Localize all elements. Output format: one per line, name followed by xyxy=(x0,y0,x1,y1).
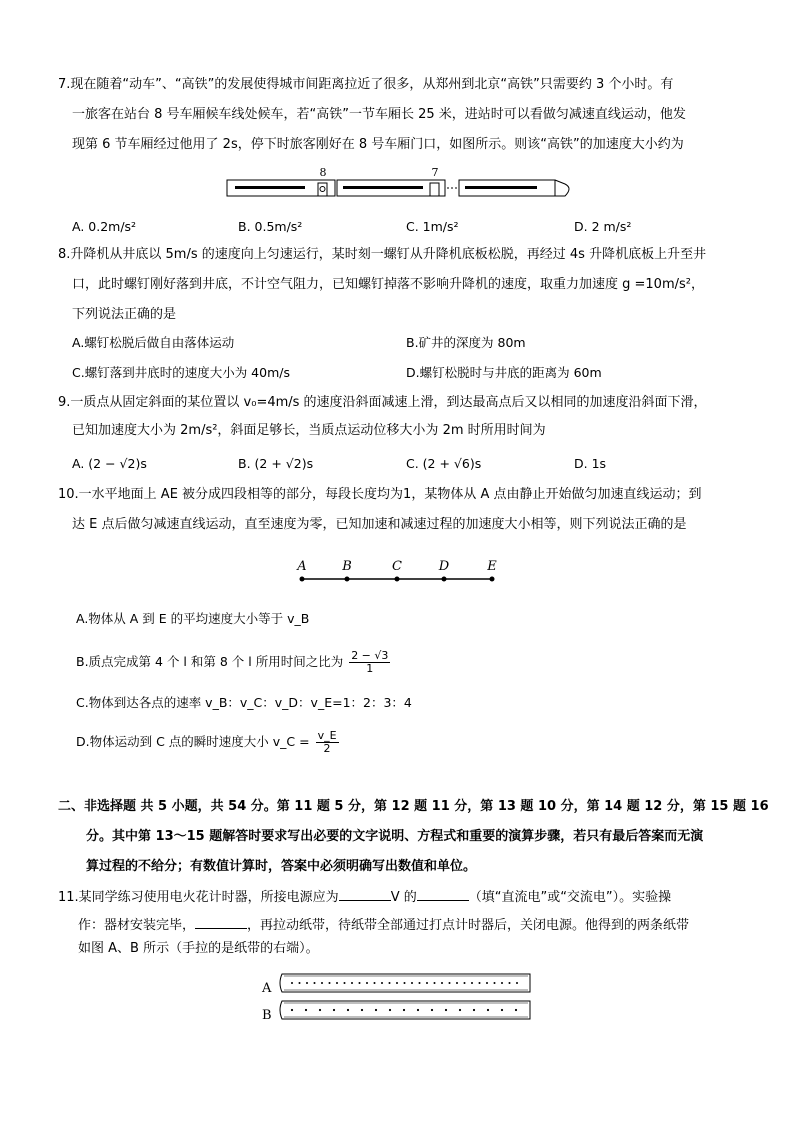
q10-option-a[interactable]: A.物体从 A 到 E 的平均速度大小等于 v_B xyxy=(76,611,310,626)
train-figure xyxy=(225,164,575,204)
tape-a-dot xyxy=(449,982,451,984)
tape-a-dot xyxy=(389,982,391,984)
q7-option-c[interactable]: C. 1m/s² xyxy=(406,219,459,234)
tape-a-dot xyxy=(366,982,368,984)
q8-line-3: 下列说法正确的是 xyxy=(72,307,177,322)
tape-a-dot xyxy=(441,982,443,984)
tape-b-dot xyxy=(431,1009,433,1011)
tape-a-dot xyxy=(464,982,466,984)
tape-a-dot xyxy=(344,982,346,984)
tape-a-dot xyxy=(299,982,301,984)
tape-b-dot xyxy=(361,1009,363,1011)
tape-a-dot xyxy=(336,982,338,984)
point-label-c: C xyxy=(392,559,402,574)
section2-line-3: 算过程的不给分；有数值计算时，答案中必须明确写出数值和单位。 xyxy=(86,859,477,874)
point-label-e: E xyxy=(487,559,497,574)
tape-a-dot xyxy=(404,982,406,984)
tape-b-dot xyxy=(459,1009,461,1011)
tape-a-dot xyxy=(471,982,473,984)
tape-label-b: B xyxy=(262,1008,272,1023)
tape-a-dot xyxy=(321,982,323,984)
q7-line-2: 一旅客在站台 8 号车厢候车线处候车，若“高铁”一节车厢长 25 米，进站时可以看做匀减速直线运动，他发 xyxy=(72,107,686,122)
tape-a-dot xyxy=(434,982,436,984)
point-label-b: B xyxy=(342,559,352,574)
tape-b-dot xyxy=(347,1009,349,1011)
tape-b-dot xyxy=(417,1009,419,1011)
q11-line-2 xyxy=(78,914,689,935)
q10-option-b-numerator: 2 − √3 xyxy=(351,649,389,662)
q11-current-type-blank[interactable] xyxy=(417,886,469,901)
q9-option-c[interactable]: C. (2 + √6)s xyxy=(406,456,482,471)
tape-b-dot xyxy=(305,1009,307,1011)
tape-a-dot xyxy=(426,982,428,984)
q11-line-1-c: （填“直流电”或“交流电”）。实验操 xyxy=(468,890,672,905)
tape-b-dot xyxy=(333,1009,335,1011)
q11-voltage-blank[interactable] xyxy=(339,886,391,901)
q10-option-b-text: B.质点完成第 4 个 l 和第 8 个 l 所用时间之比为 xyxy=(76,654,344,669)
tape-b-dot xyxy=(515,1009,517,1011)
q7-option-b[interactable]: B. 0.5m/s² xyxy=(238,219,303,234)
tape-a-dot xyxy=(381,982,383,984)
q10-option-d-numerator: v_E xyxy=(317,729,337,742)
tape-a-dot xyxy=(329,982,331,984)
tape-b-dot xyxy=(375,1009,377,1011)
q7-option-d[interactable]: D. 2 m/s² xyxy=(574,219,632,234)
tape-a-dot xyxy=(396,982,398,984)
q7-line-3: 现第 6 节车厢经过他用了 2s，停下时旅客刚好在 8 号车厢门口，如图所示。则该“高铁”的加速度大小约为 xyxy=(72,137,684,152)
q9-option-b[interactable]: B. (2 + √2)s xyxy=(238,456,314,471)
points-line-figure xyxy=(290,556,504,590)
paper-tape-figure xyxy=(258,968,538,1026)
tape-b-dot xyxy=(473,1009,475,1011)
q11-line-1-b: V 的 xyxy=(390,890,417,905)
tape-a-dot xyxy=(501,982,503,984)
q10-option-d-text: D.物体运动到 C 点的瞬时速度大小 v_C = xyxy=(76,734,310,749)
q11-line-2-b: ，再拉动纸带，待纸带全部通过打点计时器后，关闭电源。他得到的两条纸带 xyxy=(247,918,690,933)
tape-a-dot xyxy=(479,982,481,984)
tape-a-dot xyxy=(456,982,458,984)
tape-label-a: A xyxy=(262,981,272,996)
tape-a-dot xyxy=(494,982,496,984)
tape-b-dot xyxy=(291,1009,293,1011)
q8-option-c[interactable]: C.螺钉落到井底时的速度大小为 40m/s xyxy=(72,365,290,380)
tape-a-dot xyxy=(374,982,376,984)
q10-option-b-fraction xyxy=(349,650,390,675)
q10-option-b-denominator: 1 xyxy=(366,662,374,675)
tape-a-dot xyxy=(314,982,316,984)
train-label-7: 7 xyxy=(431,166,439,179)
tape-b-dot xyxy=(487,1009,489,1011)
q8-option-a[interactable]: A.螺钉松脱后做自由落体运动 xyxy=(72,335,235,350)
q8-option-d[interactable]: D.螺钉松脱时与井底的距离为 60m xyxy=(406,365,602,380)
q11-line-1-a: 11.某同学练习使用电火花计时器，所接电源应为 xyxy=(58,890,339,905)
q8-option-b[interactable]: B.矿井的深度为 80m xyxy=(406,335,526,350)
q10-option-d[interactable] xyxy=(76,724,341,760)
tape-a-dot xyxy=(486,982,488,984)
tape-b-dot xyxy=(389,1009,391,1011)
q9-line-1: 9.一质点从固定斜面的某位置以 v₀=4m/s 的速度沿斜面减速上滑，到达最高点后又以相同的加速度沿斜面下滑， xyxy=(58,395,707,410)
tape-a-dot xyxy=(509,982,511,984)
q9-line-2: 已知加速度大小为 2m/s²，斜面足够长，当质点运动位移大小为 2m 时所用时间为 xyxy=(72,423,546,438)
q9-option-a[interactable]: A. (2 − √2)s xyxy=(72,456,147,471)
tape-a-dot xyxy=(291,982,293,984)
q8-line-1: 8.升降机从井底以 5m/s 的速度向上匀速运行，某时刻一螺钉从升降机底板松脱，再经过 4s 升降机底板上升至井 xyxy=(58,247,707,262)
train-label-8: 8 xyxy=(319,166,327,179)
tape-a-dot xyxy=(419,982,421,984)
q10-option-d-denominator: 2 xyxy=(323,742,331,755)
q11-line-2-a: 作：器材安装完毕， xyxy=(78,918,196,933)
q10-option-b[interactable] xyxy=(76,644,392,680)
q10-line-2: 达 E 点后做匀减速直线运动，直至速度为零，已知加速和减速过程的加速度大小相等，则下列说法正确的是 xyxy=(72,517,687,532)
q11-operation-blank[interactable] xyxy=(195,914,247,929)
tape-a-dot xyxy=(411,982,413,984)
point-label-a: A xyxy=(297,559,307,574)
q10-option-c[interactable]: C.物体到达各点的速率 v_B：v_C：v_D：v_E=1：2：3：4 xyxy=(76,695,412,710)
q10-line-1: 10.一水平地面上 AE 被分成四段相等的部分，每段长度均为1，某物体从 A 点由静止开始做匀加速直线运动；到 xyxy=(58,487,702,502)
point-label-d: D xyxy=(438,559,450,574)
section2-line-2: 分。其中第 13～15 题解答时要求写出必要的文字说明、方程式和重要的演算步骤，若只有最后答案而无演 xyxy=(86,829,704,844)
tape-a-dot xyxy=(306,982,308,984)
q10-option-d-fraction xyxy=(316,730,339,755)
q11-line-1 xyxy=(58,886,671,907)
tape-b-dot xyxy=(319,1009,321,1011)
section2-line-1: 二、非选择题 共 5 小题，共 54 分。第 11 题 5 分，第 12 题 11 分，第 13 题 10 分，第 14 题 12 分，第 15 题 16 xyxy=(58,799,769,814)
tape-a-dot xyxy=(359,982,361,984)
tape-b-dot xyxy=(501,1009,503,1011)
tape-a-dot xyxy=(516,982,518,984)
q8-line-2: 口，此时螺钉刚好落到井底，不计空气阻力，已知螺钉掉落不影响升降机的速度，取重力加速度 g =10m/s²， xyxy=(72,277,704,292)
tape-a-dot xyxy=(351,982,353,984)
q7-line-1: 7.现在随着“动车”、“高铁”的发展使得城市间距离拉近了很多，从郑州到北京“高铁”只需要约 3 个小时。有 xyxy=(58,77,674,92)
q11-line-3: 如图 A、B 所示（手拉的是纸带的右端）。 xyxy=(78,941,319,956)
q7-option-a[interactable]: A. 0.2m/s² xyxy=(72,219,137,234)
q9-option-d[interactable]: D. 1s xyxy=(574,456,607,471)
tape-b-dot xyxy=(445,1009,447,1011)
tape-b-dot xyxy=(403,1009,405,1011)
